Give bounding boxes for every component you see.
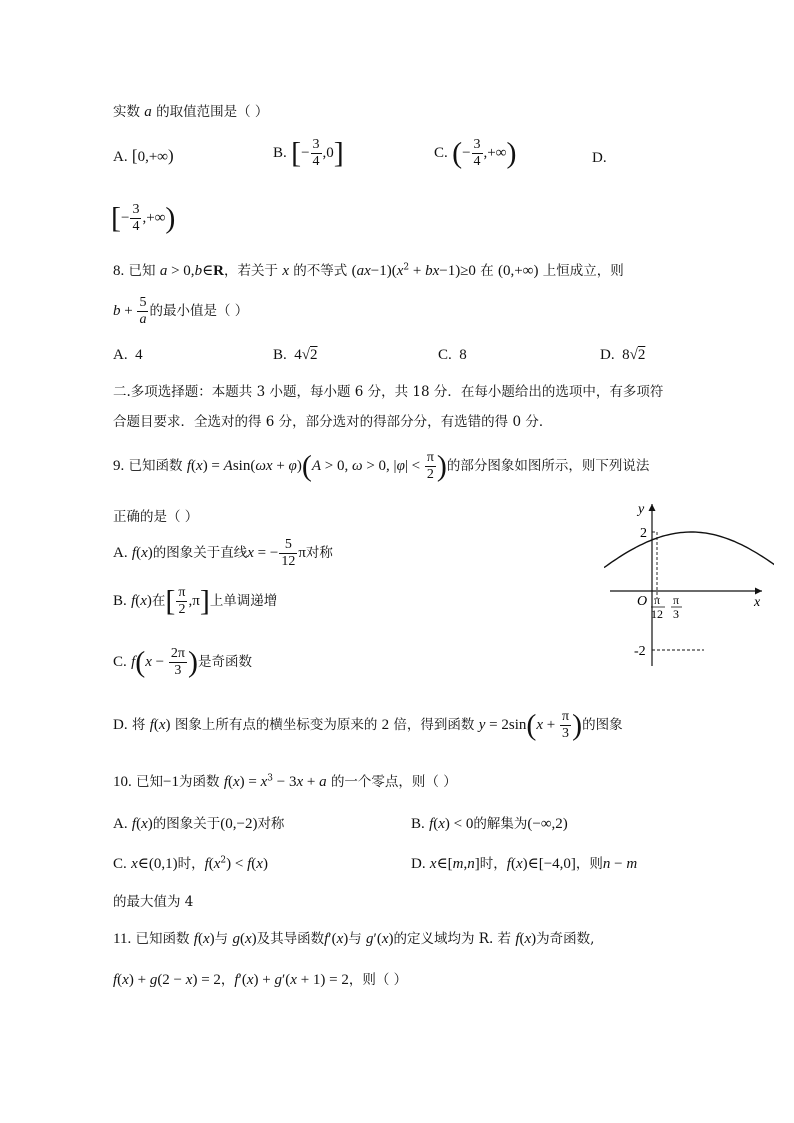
q10-stem: 10. 已知−1为函数 $f(x) = x^3 - 3x + a$ 的一个零点，则（ ） (113, 773, 457, 790)
tick-pi-over-12 (651, 593, 665, 621)
q8-option-d: D. 8√2 (600, 347, 646, 363)
svg-text:π: π (673, 593, 680, 607)
q7-option-d-value: [− $\frac{3}{4}$ ,+∞) (111, 201, 176, 235)
q7-option-c: C. (− $\frac{3}{4}$ ,+∞) (434, 136, 517, 170)
svg-text:π: π (654, 593, 661, 607)
q8-option-c: C. 8 (438, 347, 467, 363)
q8-option-a: A. 4 (113, 347, 143, 363)
q10-option-b: B. f(x) < 0的解集为(−∞,2) (411, 816, 568, 832)
q8-stem2: b + $\frac{5}{a}$ 的最小值是（ ） (113, 295, 249, 328)
q7-option-a: A. [0,+∞) (113, 146, 174, 165)
q8-option-b: B. 4√2 (273, 347, 318, 363)
q9-sine-graph (604, 496, 774, 671)
q9-option-d: D. 将 f(x) 图象上所有点的横坐标变为原来的 2 倍，得到函数 y = 2sin(x + $\frac{\pi}{3}$ )的图象 (113, 708, 623, 742)
q7-option-d-label: D. (592, 150, 607, 166)
q7-option-b: B. [− $\frac{3}{4}$ ,0] (273, 136, 344, 170)
tick-pi-over-3 (671, 593, 682, 621)
q11-stem: 11. 已知函数 f(x)与 g(x)及其导函数f′(x)与 g′(x)的定义域均为 R. 若 f(x)为奇函数, (113, 931, 595, 947)
q10-option-d-tail: 的最大值为 4 (113, 894, 194, 910)
q10-option-c: C. x∈(0,1)时，$f(x^2) < f(x)$ (113, 855, 268, 872)
svg-text:12: 12 (651, 607, 663, 621)
y-min-label: -2 (634, 644, 646, 659)
q9-stem2: 正确的是（ ） (113, 509, 199, 525)
q10-option-d: D. x∈[m,n]时，f(x)∈[−4,0]，则n − m (411, 856, 638, 872)
x-axis-label: x (754, 595, 761, 610)
svg-text:3: 3 (673, 607, 679, 621)
q7-stem: 实数 a 的取值范围是（ ） (113, 104, 269, 120)
q10-option-a: A. f(x)的图象关于(0,−2)对称 (113, 816, 285, 832)
q9-option-c: C. f(x − $\frac{2\pi}{3}$ )是奇函数 (113, 645, 252, 679)
q8-stem: 8. 已知 a > 0,b∈R，若关于 x 的不等式 $(ax-1)(x^2 + bx-1)\ge 0$ 在 (0,+∞) 上恒成立，则 (113, 262, 624, 279)
q9-stem: 9. 已知函数 f(x) = Asin(ωx + φ)(A > 0, ω > 0, |φ| < $\frac{\pi}{2}$ )的部分图象如图所示，则下列说法 (113, 449, 650, 483)
origin-label: O (637, 594, 648, 609)
y-max-label: 2 (640, 526, 647, 541)
sine-curve (604, 532, 774, 649)
q9-option-b: B. f(x)在[ $\frac{\pi}{2}$ ,π]上单调递增 (113, 584, 278, 618)
y-axis-label: y (638, 502, 645, 517)
section2-line1: 二.多项选择题：本题共 3 小题，每小题 6 分，共 18 分．在每小题给出的选项中，有多项符 (113, 384, 664, 400)
q11-stem2: f(x) + g(2 − x) = 2，f′(x) + g′(x + 1) = 2，则（ ） (113, 972, 408, 988)
section2-line2: 合题目要求．全选对的得 6 分，部分选对的得部分分，有选错的得 0 分． (113, 414, 553, 430)
q9-option-a: A. f(x)的图象关于直线x = − $\frac{5}{12}$ π对称 (113, 537, 333, 570)
